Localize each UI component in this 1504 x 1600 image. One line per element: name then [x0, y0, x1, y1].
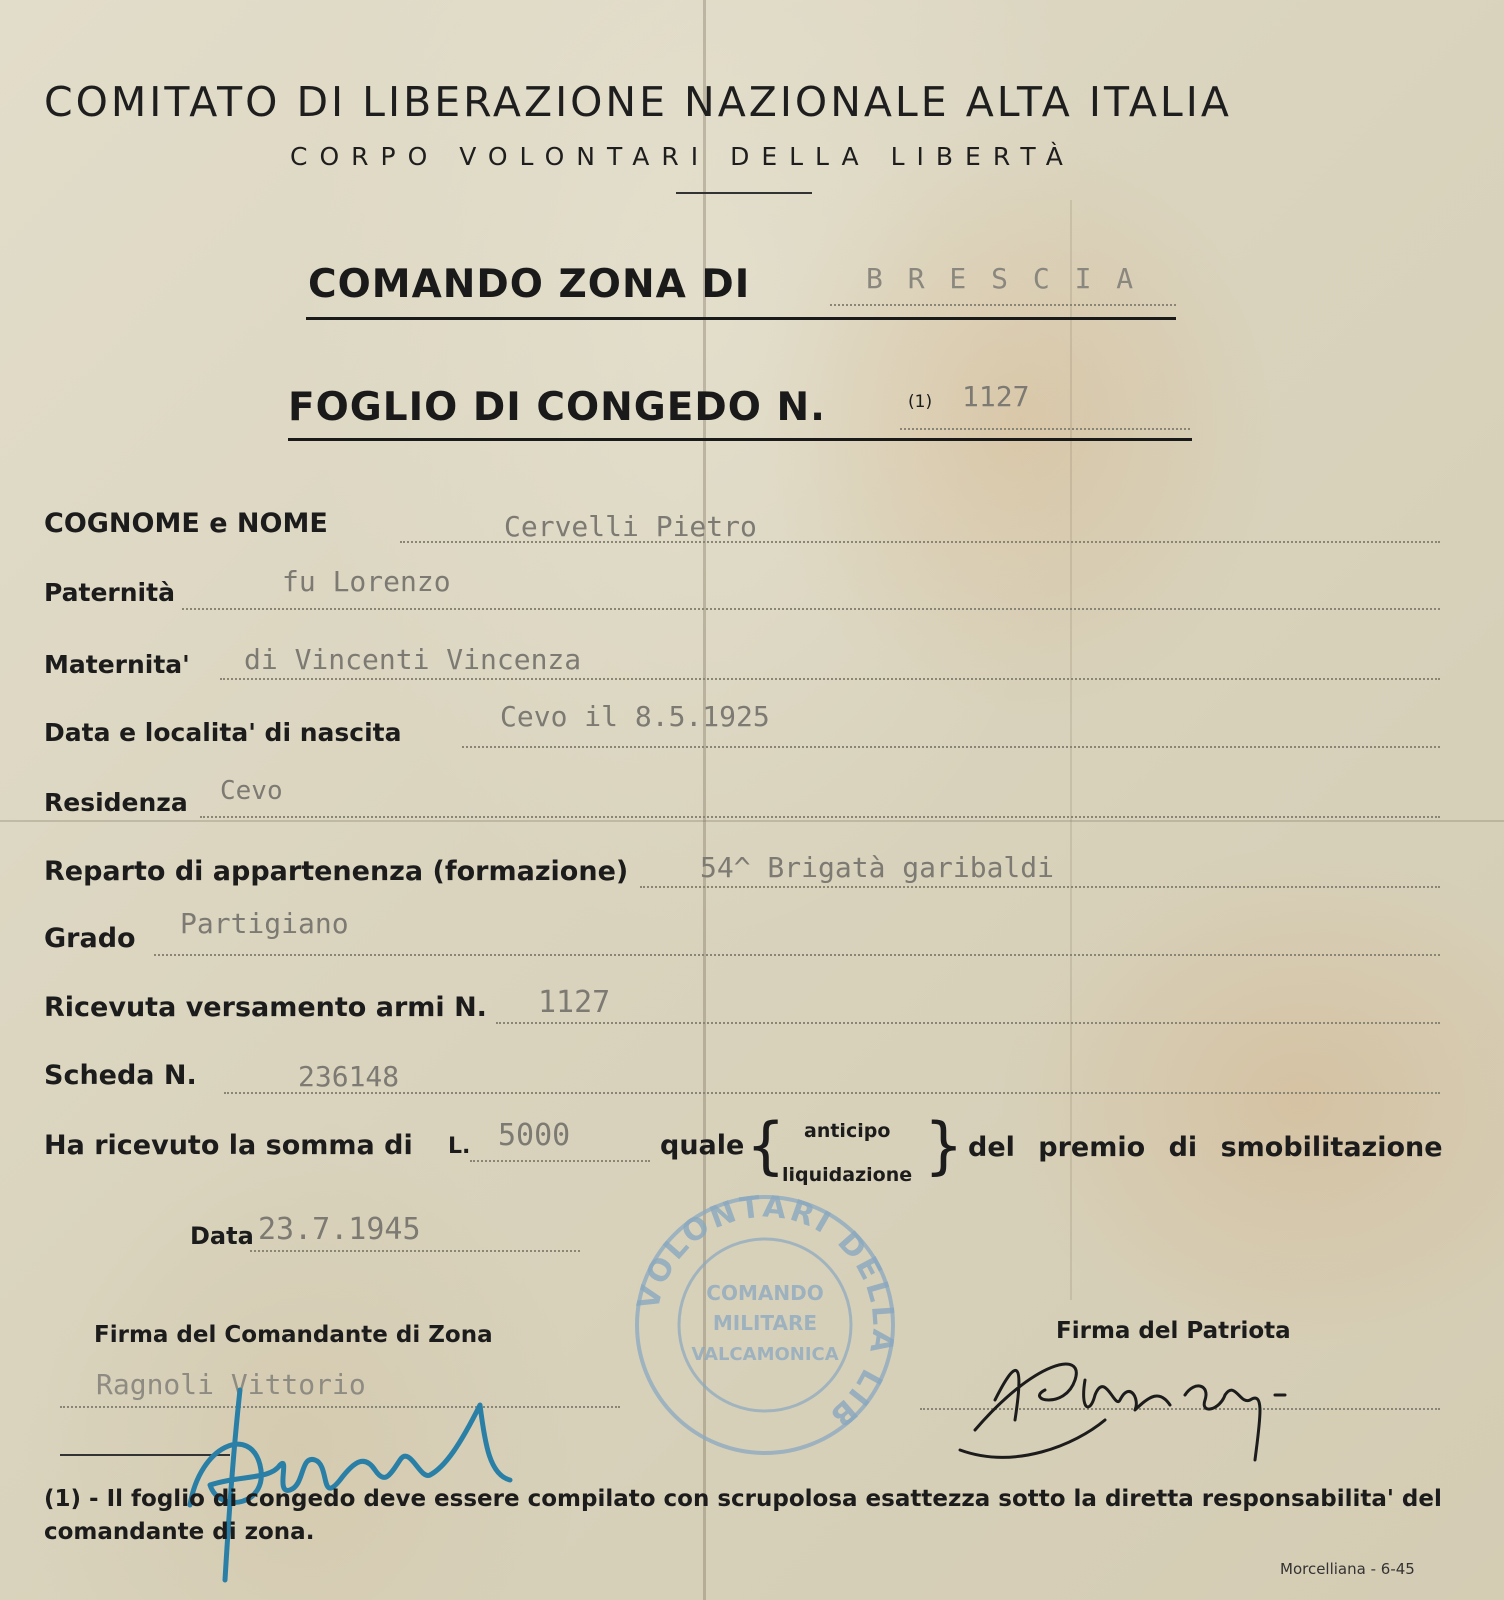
- somma-value: 5000: [498, 1118, 571, 1153]
- zona-underline: [306, 317, 1176, 320]
- option-anticipo: anticipo: [804, 1120, 891, 1142]
- reparto-label: Reparto di appartenenza (formazione): [44, 856, 629, 887]
- foglio-number: 1127: [962, 380, 1030, 413]
- zona-label: COMANDO ZONA DI: [308, 262, 751, 307]
- paper-fold-horizontal: [0, 820, 1504, 822]
- scheda-line: [224, 1092, 1440, 1094]
- patriota-signature: [955, 1340, 1335, 1490]
- patriota-signature-label: Firma del Patriota: [1056, 1318, 1291, 1344]
- cognome-nome-value: Cervelli Pietro: [504, 510, 757, 543]
- left-brace: {: [746, 1109, 786, 1182]
- reparto-value: 54^ Brigatà garibaldi: [700, 851, 1055, 884]
- residenza-label: Residenza: [44, 788, 188, 817]
- paternita-label: Paternità: [44, 578, 175, 607]
- residenza-line: [200, 816, 1440, 818]
- nascita-value: Cevo il 8.5.1925: [500, 700, 770, 733]
- maternita-line: [220, 678, 1440, 680]
- maternita-label: Maternita': [44, 650, 190, 679]
- stamp-center-line2: MILITARE: [712, 1311, 818, 1335]
- foglio-underline: [288, 438, 1192, 441]
- footnote: (1) - Il foglio di congedo deve essere compilato con scrupolosa esattezza sotto la diretta responsabilita' del comandante di zona.: [44, 1486, 1442, 1545]
- header-corps-subtitle: CORPO VOLONTARI DELLA LIBERTÀ: [290, 142, 1075, 171]
- somma-line: [470, 1160, 650, 1162]
- somma-label: Ha ricevuto la somma di: [44, 1130, 413, 1161]
- residenza-value: Cevo: [220, 776, 283, 806]
- zona-dotted-line: [830, 304, 1176, 306]
- comandante-signature-label: Firma del Comandante di Zona: [94, 1322, 493, 1348]
- grado-label: Grado: [44, 923, 136, 954]
- scheda-value: 236148: [298, 1060, 400, 1093]
- paternita-line: [182, 608, 1440, 610]
- ricevuta-line: [496, 1022, 1440, 1024]
- reparto-line: [640, 886, 1440, 888]
- somma-quale: quale: [660, 1130, 745, 1161]
- cognome-nome-line: [400, 541, 1440, 543]
- stamp-center-line3: VALCAMONICA: [691, 1344, 839, 1365]
- data-line: [250, 1250, 580, 1252]
- ricevuta-label: Ricevuta versamento armi N.: [44, 992, 487, 1023]
- stamp-center-line1: COMANDO: [706, 1281, 824, 1305]
- ricevuta-value: 1127: [538, 985, 611, 1020]
- header-committee-title: COMITATO DI LIBERAZIONE NAZIONALE ALTA ITALIA: [44, 78, 1232, 126]
- data-label: Data: [190, 1222, 254, 1250]
- scheda-label: Scheda N.: [44, 1060, 197, 1091]
- foglio-label: FOGLIO DI CONGEDO N.: [288, 385, 826, 430]
- grado-value: Partigiano: [180, 907, 349, 940]
- maternita-value: di Vincenti Vincenza: [244, 643, 582, 676]
- nascita-label: Data e localita' di nascita: [44, 718, 402, 747]
- header-divider: [676, 192, 812, 194]
- printer-mark: Morcelliana - 6-45: [1280, 1560, 1415, 1578]
- paternita-value: fu Lorenzo: [282, 565, 451, 598]
- stamp-seal: [630, 1190, 900, 1460]
- somma-suffix: del premio di smobilitazione: [968, 1132, 1443, 1163]
- somma-currency: L.: [448, 1134, 471, 1159]
- comandante-name: Ragnoli Vittorio: [96, 1368, 366, 1401]
- zona-value: B R E S C I A: [866, 262, 1138, 295]
- foglio-note-marker: (1): [908, 392, 933, 412]
- foglio-dotted-line: [900, 428, 1190, 430]
- data-value: 23.7.1945: [258, 1212, 421, 1247]
- option-liquidazione: liquidazione: [782, 1164, 913, 1186]
- cognome-nome-label: COGNOME e NOME: [44, 508, 328, 539]
- stamp-ring-text: VOLONTARI DELLA LIB: [630, 1190, 900, 1436]
- grado-line: [154, 954, 1440, 956]
- right-brace: }: [924, 1109, 964, 1182]
- nascita-line: [462, 746, 1440, 748]
